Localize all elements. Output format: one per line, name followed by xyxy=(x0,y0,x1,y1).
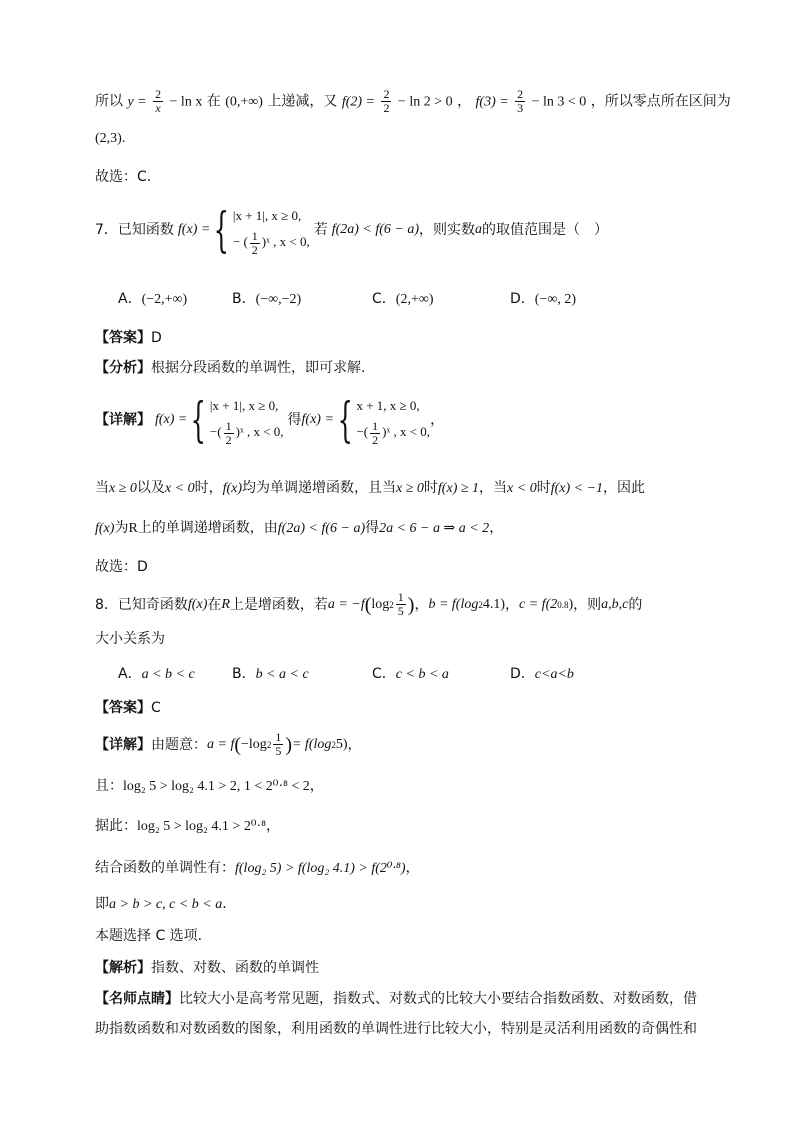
text: ， xyxy=(347,736,362,753)
numerator: 1 xyxy=(225,418,232,433)
option-value: b < a < c xyxy=(255,667,309,682)
tip-line-2: 助指数函数和对数函数的图象，利用函数的单调性进行比较大小，特别是灵活利用函数的奇偶性和 xyxy=(95,1021,697,1037)
option-label: D． xyxy=(510,291,535,307)
math: ) xyxy=(568,596,574,612)
analysis-text: 指数、对数、函数的单调性 xyxy=(151,960,319,976)
q7-option-c[interactable] xyxy=(372,288,433,308)
text: ， xyxy=(266,818,280,834)
cases xyxy=(210,393,284,447)
case-2-rest: ˣ , x < 0, xyxy=(266,234,310,249)
math: f(x) = xyxy=(301,411,334,427)
option-value: a < b < c xyxy=(141,667,195,682)
denominator: 2 xyxy=(383,101,390,115)
denominator: x xyxy=(155,101,161,115)
log-base: 2 xyxy=(389,599,394,610)
math: x ≥ 0 xyxy=(109,481,137,496)
fraction xyxy=(370,420,380,447)
text: 所以 xyxy=(95,93,123,110)
math: f(x) = xyxy=(155,411,188,427)
text: 时 xyxy=(423,480,438,496)
text: 上是增函数，若 xyxy=(229,596,328,613)
paren: ) xyxy=(285,733,292,756)
text: ，所以零点所在区间为 xyxy=(590,93,731,110)
fraction xyxy=(224,420,234,447)
fraction xyxy=(250,230,260,257)
math: − ln x xyxy=(169,94,203,110)
q8-option-d[interactable] xyxy=(510,663,574,683)
ie-line xyxy=(95,893,227,916)
detail-label: 【详解】 xyxy=(95,411,151,428)
text: 以及 xyxy=(136,480,165,496)
monotonic-line xyxy=(95,477,645,500)
analysis-8 xyxy=(95,957,319,979)
fraction xyxy=(381,88,391,115)
text: ，则 xyxy=(573,596,602,613)
fraction xyxy=(396,591,406,618)
fraction xyxy=(153,88,163,115)
numerator: 2 xyxy=(517,87,524,101)
option-label: C． xyxy=(372,291,396,307)
text: 得 xyxy=(365,520,380,536)
answer-value: D xyxy=(151,330,162,346)
text: 的取值范围是（ ） xyxy=(482,221,609,238)
text: 即 xyxy=(95,896,109,912)
numerator: 1 xyxy=(372,418,379,433)
math: −log xyxy=(241,736,267,752)
answer-7 xyxy=(95,327,162,349)
conclusion-line xyxy=(95,517,503,540)
log-base: 2 xyxy=(331,739,336,750)
hence-line xyxy=(95,815,280,838)
tip-label: 【名师点睛】 xyxy=(95,991,179,1007)
math: f(x) < −1 xyxy=(550,481,604,496)
numerator: 1 xyxy=(251,228,258,243)
denominator: 2 xyxy=(225,432,232,447)
question-8 xyxy=(95,591,642,618)
math: b = f(log xyxy=(428,596,479,612)
choose-line: 本题选择 C 选项. xyxy=(95,928,203,944)
denominator: 5 xyxy=(397,604,404,618)
option-label: B． xyxy=(232,666,256,682)
exponent: 0.8 xyxy=(557,599,569,610)
denominator: 2 xyxy=(372,432,379,447)
math: x ≥ 0 xyxy=(396,481,424,496)
q7-option-b[interactable] xyxy=(232,288,301,308)
text: 8．已知奇函数 xyxy=(95,596,188,613)
math: log₂ 5 > log₂ 4.1 > 2, 1 < 2⁰·⁸ < 2 xyxy=(123,779,310,794)
text: 据此： xyxy=(95,818,137,834)
case-2: − ( $\frac{1}{2}$ )ˣ , x < 0, xyxy=(232,228,310,257)
text: ， xyxy=(309,778,324,794)
analysis-7 xyxy=(95,357,365,379)
text: ， xyxy=(405,860,420,876)
analysis-text: 根据分段函数的单调性，即可求解. xyxy=(151,360,366,376)
text: 时， xyxy=(194,480,223,496)
math: f(2a) < f(6 − a) xyxy=(331,221,420,237)
and-line xyxy=(95,775,324,798)
piecewise-2 xyxy=(334,393,430,447)
math: f(2) = xyxy=(341,94,376,110)
detail-8 xyxy=(95,731,362,758)
option-value: c < b < a xyxy=(395,667,449,682)
math: − ln 2 > 0 xyxy=(397,94,453,110)
math: x < 0 xyxy=(164,481,195,496)
math: a = −f xyxy=(327,596,365,612)
fraction xyxy=(273,731,283,758)
numerator: 1 xyxy=(397,590,404,604)
text: 上的单调递增函数，由 xyxy=(137,520,278,536)
text: 在 xyxy=(207,596,222,613)
numerator: 1 xyxy=(275,730,282,744)
math: a > b > c, c < b < a xyxy=(109,897,223,912)
option-value: c<a<b xyxy=(534,667,574,682)
math: R xyxy=(221,596,230,612)
analysis-label: 【解析】 xyxy=(95,960,151,976)
math: f(x) = xyxy=(177,221,211,237)
option-value: (−∞, 2) xyxy=(534,292,576,307)
text: 均为单调递增函数，且当 xyxy=(242,480,397,496)
text: 上递减，又 xyxy=(267,93,338,110)
math: f(x) xyxy=(95,521,115,536)
answer-8 xyxy=(95,697,161,719)
log-base: 2 xyxy=(266,739,272,750)
tip-line xyxy=(95,988,697,1010)
math: f(x) ≥ 1 xyxy=(437,481,480,496)
case-2: −( $\frac{1}{2}$ )ˣ , x < 0, xyxy=(209,418,284,447)
fraction xyxy=(515,88,525,115)
math: y = xyxy=(127,94,147,110)
math: f(x) xyxy=(187,596,208,612)
math: f(x) xyxy=(222,481,243,496)
option-value: (−∞,−2) xyxy=(255,292,302,307)
q8-option-c[interactable] xyxy=(372,663,449,683)
cases xyxy=(233,203,310,257)
answer-label: 【答案】 xyxy=(95,330,151,346)
denominator: 2 xyxy=(251,242,258,257)
numerator: 2 xyxy=(155,87,162,101)
math: = f(log xyxy=(291,736,332,752)
math: 4.1) xyxy=(482,596,506,612)
text: 的 xyxy=(628,596,643,613)
text: . xyxy=(222,896,227,912)
select-c-line: 故选：C. xyxy=(95,169,152,185)
case-2-rest: ˣ , x < 0, xyxy=(239,424,284,439)
case-1: x + 1, x ≥ 0, xyxy=(356,398,420,413)
math: a = f xyxy=(207,736,235,752)
math: 2a < 6 − a ⇒ a < 2 xyxy=(379,521,490,536)
answer-label: 【答案】 xyxy=(95,700,151,716)
text: ， xyxy=(489,520,504,536)
tip-text: 比较大小是高考常见题，指数式、对数式的比较大小要结合指数函数、对数函数，借 xyxy=(179,991,697,1007)
option-label: A． xyxy=(118,291,142,307)
minus: − xyxy=(232,234,241,249)
option-label: D． xyxy=(510,666,535,682)
text: 得 xyxy=(287,411,302,428)
text: ，因此 xyxy=(603,480,646,496)
answer-value: C xyxy=(151,700,161,716)
math: R xyxy=(128,521,138,536)
interval-line: (2,3). xyxy=(95,131,126,146)
math: (0,+∞) xyxy=(225,94,263,110)
q8-option-b[interactable] xyxy=(232,663,309,683)
text: 当 xyxy=(95,480,109,496)
text: ，则实数 xyxy=(419,221,476,238)
math: log₂ 5 > log₂ 4.1 > 2⁰·⁸ xyxy=(137,819,266,834)
case-1: |x + 1|, x ≥ 0, xyxy=(209,398,279,413)
question-number: 7．已知函数 xyxy=(95,221,174,238)
left-brace: { xyxy=(213,201,230,258)
text: 结合函数的单调性有： xyxy=(95,860,235,876)
paren: ) xyxy=(407,593,415,616)
option-label: C． xyxy=(372,666,396,682)
case-2: −( $\frac{1}{2}$ )ˣ , x < 0, xyxy=(356,418,431,447)
text: 且： xyxy=(95,778,123,794)
log: log xyxy=(371,596,390,612)
math: f(3) = xyxy=(475,94,509,110)
left-brace: { xyxy=(191,391,207,448)
text: ， xyxy=(505,596,520,613)
text: 由题意： xyxy=(151,736,207,753)
math: x < 0 xyxy=(507,481,537,496)
q7-option-a[interactable] xyxy=(118,288,187,308)
denominator: 3 xyxy=(517,101,524,115)
text: ， xyxy=(414,596,429,613)
q8-option-a[interactable] xyxy=(118,663,195,683)
case-2-rest: ˣ , x < 0, xyxy=(386,424,431,439)
solution-line-1 xyxy=(95,88,731,115)
select-d-line: 故选：D xyxy=(95,559,148,575)
math: f(2a) < f(6 − a) xyxy=(277,521,366,536)
text: ， xyxy=(457,93,472,110)
paren: ( xyxy=(234,733,242,756)
text: ，当 xyxy=(479,480,508,496)
option-value: (2,+∞) xyxy=(395,292,434,307)
question-8-cont: 大小关系为 xyxy=(95,631,165,647)
monotonic-result-line xyxy=(95,857,420,880)
text: 在 xyxy=(206,93,221,110)
math: a,b,c xyxy=(601,596,629,612)
question-7 xyxy=(95,203,608,257)
option-label: B． xyxy=(232,291,256,307)
piecewise xyxy=(210,203,309,257)
math: a xyxy=(475,221,483,237)
option-value: (−2,+∞) xyxy=(141,292,188,307)
log-base: 2 xyxy=(478,599,483,610)
analysis-label: 【分析】 xyxy=(95,360,151,376)
q7-option-d[interactable] xyxy=(510,288,576,308)
math: − ln 3 < 0 xyxy=(531,94,587,110)
math: c = f(2 xyxy=(519,596,558,612)
case-1: |x + 1|, x ≥ 0, xyxy=(232,208,302,223)
left-brace: { xyxy=(337,391,353,448)
detail-label: 【详解】 xyxy=(95,736,151,753)
denominator: 5 xyxy=(275,744,282,758)
cases xyxy=(356,393,430,447)
piecewise xyxy=(187,393,283,447)
text: 时 xyxy=(536,480,551,496)
numerator: 2 xyxy=(383,87,390,101)
detail-7 xyxy=(95,393,444,447)
text: ， xyxy=(430,411,445,428)
math: 5) xyxy=(335,736,348,752)
option-label: A． xyxy=(118,666,142,682)
text: 为 xyxy=(114,520,129,536)
paren: ( xyxy=(364,593,372,616)
math: f(log₂ 5) > f(log₂ 4.1) > f(2⁰·⁸) xyxy=(235,861,406,876)
text: 若 xyxy=(313,221,328,238)
